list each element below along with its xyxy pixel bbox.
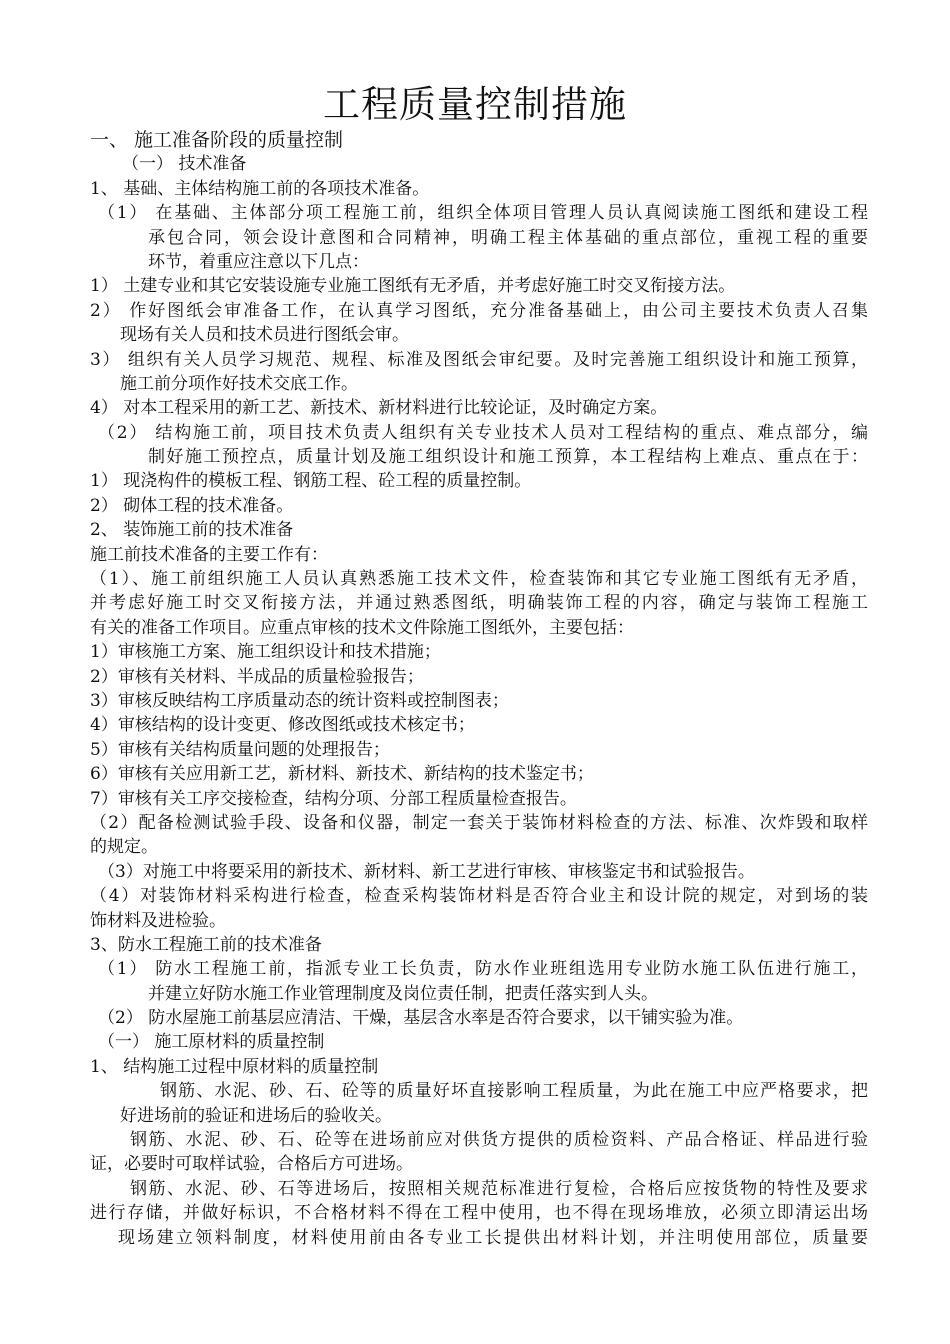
document-body xyxy=(90,128,868,1250)
paragraph-line: （2） 结构施工前，项目技术负责人组织有关专业技术人员对工程结构的重点、难点部分，编 xyxy=(98,422,868,443)
paragraph-line: 施工前技术准备的主要工作有： xyxy=(90,544,328,565)
list-item: 6）审核有关应用新工艺，新材料、新技术、新结构的技术鉴定书； xyxy=(90,764,594,785)
item-heading: 2、 装饰施工前的技术准备 xyxy=(90,520,294,541)
paragraph-line: 钢筋、水泥、砂、石等进场后，按照相关规范标准进行复检，合格后应按货物的特性及要求 xyxy=(130,1178,868,1199)
list-item: 3）审核反映结构工序质量动态的统计资料或控制图表； xyxy=(90,690,509,711)
paragraph-line: 施工前分项作好技术交底工作。 xyxy=(120,373,358,394)
list-item: 2）审核有关材料、半成品的质量检验报告； xyxy=(90,666,424,687)
list-item: 5）审核有关结构质量问题的处理报告； xyxy=(90,739,390,760)
paragraph-line: 好进场前的验证和进场后的验收关。 xyxy=(120,1105,392,1126)
paragraph-line: （2） 防水屋施工前基层应清洁、干燥，基层含水率是否符合要求，以干铺实验为准。 xyxy=(98,1008,744,1029)
paragraph-line: 2） 作好图纸会审准备工作，在认真学习图纸，充分准备基础上，由公司主要技术负责人召集 xyxy=(90,300,868,321)
list-item: 4）审核结构的设计变更、修改图纸或技术核定书； xyxy=(90,715,475,736)
paragraph-line: 现场有关人员和技术员进行图纸会审。 xyxy=(120,325,409,346)
document-title: 工程质量控制措施 xyxy=(323,83,627,126)
item-heading: 3、防水工程施工前的技术准备 xyxy=(90,934,322,955)
paragraph-line: 承包合同，领会设计意图和合同精神，明确工程主体基础的重点部位，重视工程的重要 xyxy=(148,227,868,248)
paragraph-line: 1） 现浇构件的模板工程、钢筋工程、砼工程的质量控制。 xyxy=(90,471,532,492)
paragraph-line: 饰材料及进检验。 xyxy=(90,910,226,931)
paragraph-line: 4） 对本工程采用的新工艺、新技术、新材料进行比较论证，及时确定方案。 xyxy=(90,398,668,419)
paragraph-line: 2） 砌体工程的技术准备。 xyxy=(90,495,294,516)
section-heading: 一、 施工准备阶段的质量控制 xyxy=(90,129,344,151)
paragraph-line: 3） 组织有关人员学习规范、规程、标准及图纸会审纪要。及时完善施工组织设计和施工预算， xyxy=(90,349,868,370)
item-heading: 1、 结构施工过程中原材料的质量控制 xyxy=(90,1056,379,1077)
paragraph-line: （1）、施工前组织施工人员认真熟悉施工技术文件，检查装饰和其它专业施工图纸有无矛盾， xyxy=(90,569,868,590)
paragraph-line: 的规定。 xyxy=(90,837,158,858)
subsection-heading: （一） 施工原材料的质量控制 xyxy=(98,1032,325,1053)
paragraph-line: 钢筋、水泥、砂、石、砼等的质量好坏直接影响工程质量，为此在施工中应严格要求，把 xyxy=(160,1081,868,1102)
paragraph-line: 制好施工预控点，质量计划及施工组织设计和施工预算，本工程结构上难点、重点在于： xyxy=(148,447,868,468)
paragraph-line: 环节，着重应注意以下几点： xyxy=(148,251,369,272)
paragraph-line: （4）对装饰材料采构进行检查，检查采构装饰材料是否符合业主和设计院的规定，对到场的装 xyxy=(90,886,868,907)
paragraph-line: 现场建立领料制度，材料使用前由各专业工长提供出材料计划，并注明使用部位，质量要 xyxy=(118,1227,868,1248)
paragraph-line: 进行存储，并做好标识，不合格材料不得在工程中使用，也不得在现场堆放，必须立即清运出场 xyxy=(90,1203,868,1224)
paragraph-line: 并考虑好施工时交叉衔接方法，并通过熟悉图纸，明确装饰工程的内容，确定与装饰工程施工 xyxy=(90,593,868,614)
paragraph-line: （2）配备检测试验手段、设备和仪器，制定一套关于装饰材料检查的方法、标准、次炸毁和取样 xyxy=(90,812,868,833)
paragraph-line: （3）对施工中将要采用的新技术、新材料、新工艺进行审核、审核鉴定书和试验报告。 xyxy=(98,861,755,882)
paragraph-line: （1） 在基础、主体部分项工程施工前，组织全体项目管理人员认真阅读施工图纸和建设工程 xyxy=(98,203,868,224)
paragraph-line: 有关的准备工作项目。应重点审核的技术文件除施工图纸外，主要包括： xyxy=(90,617,634,638)
paragraph-line: 钢筋、水泥、砂、石、砼等在进场前应对供货方提供的质检资料、产品合格证、样品进行验 xyxy=(130,1130,868,1151)
list-item: 7）审核有关工序交接检查，结构分项、分部工程质量检查报告。 xyxy=(90,788,577,809)
list-item: 1）审核施工方案、施工组织设计和技术措施； xyxy=(90,642,441,663)
paragraph-line: 证，必要时可取样试验，合格后方可进场。 xyxy=(90,1154,413,1175)
subsection-heading: （一） 技术准备 xyxy=(122,154,247,175)
paragraph-line: 1） 土建专业和其它安装设施专业施工图纸有无矛盾，并考虑好施工时交叉衔接方法。 xyxy=(90,276,736,297)
paragraph-line: （1） 防水工程施工前，指派专业工长负责，防水作业班组选用专业防水施工队伍进行施工， xyxy=(98,959,868,980)
item-heading: 1、 基础、主体结构施工前的各项技术准备。 xyxy=(90,178,430,199)
paragraph-line: 并建立好防水施工作业管理制度及岗位责任制，把责任落实到人头。 xyxy=(148,983,658,1004)
